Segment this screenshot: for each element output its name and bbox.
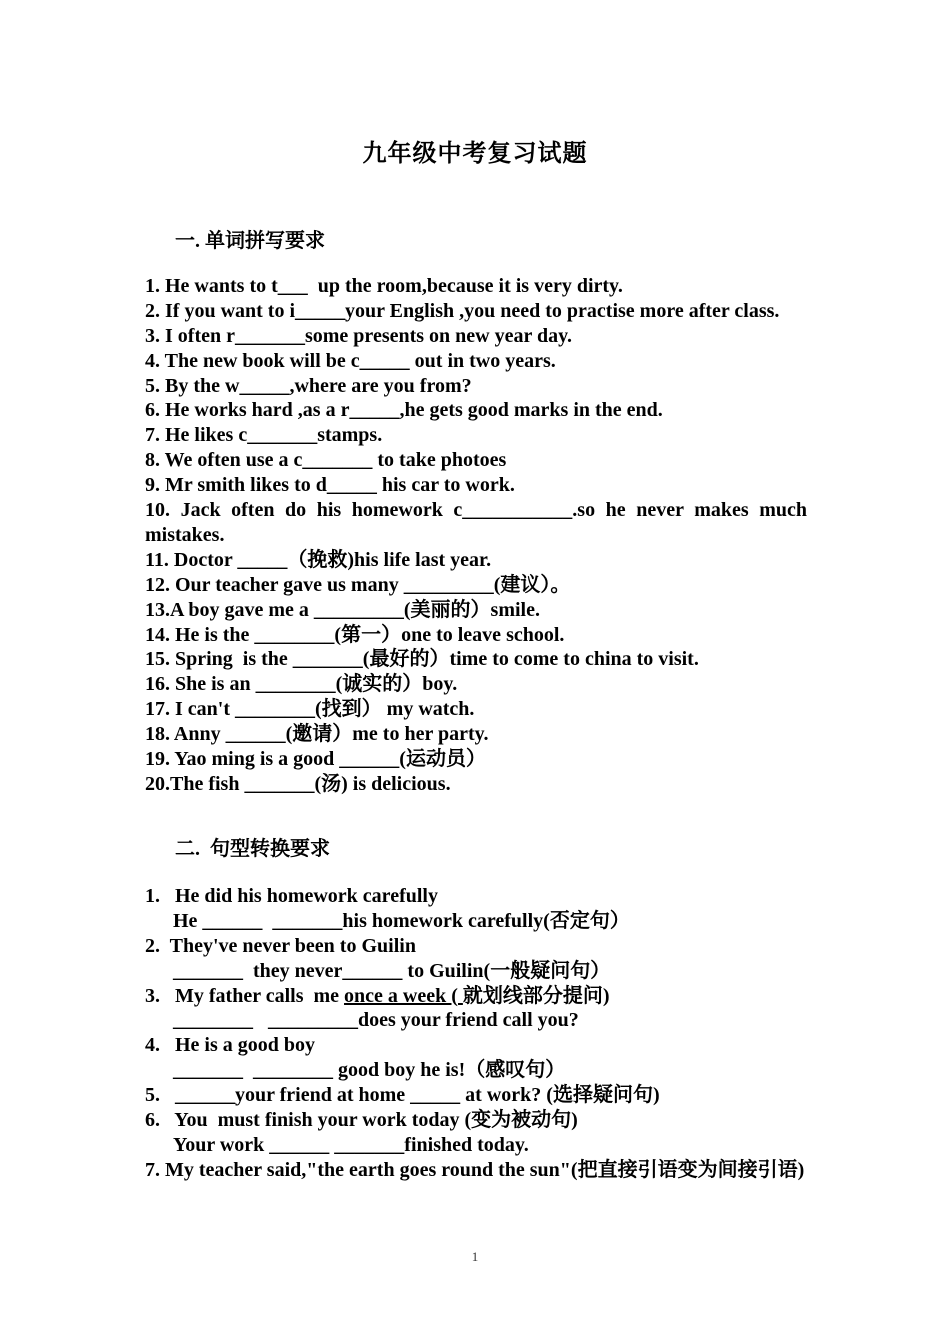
spelling-exercise-list bbox=[145, 274, 807, 797]
prompt-instruction: 就划线部分提问) bbox=[462, 984, 610, 1007]
question-answer-line: Your work ______ _______finished today. bbox=[173, 1133, 529, 1156]
question-answer-line: He ______ _______his homework carefully(否定句） bbox=[173, 909, 630, 932]
section-heading-sentence-transform: 二. 句型转换要求 bbox=[175, 838, 330, 860]
exercise-item: 12. Our teacher gave us many _________(建议）。 bbox=[145, 573, 571, 596]
exercise-item: 8. We often use a c_______ to take photoes bbox=[145, 449, 507, 472]
exercise-item: 13.A boy gave me a _________(美丽的）smile. bbox=[145, 598, 540, 621]
exercise-item: 17. I can't ________(找到） my watch. bbox=[145, 698, 475, 721]
exercise-item: 16. She is an ________(诚实的）boy. bbox=[145, 673, 458, 696]
exercise-item: 3. I often r_______some presents on new year day. bbox=[145, 324, 573, 347]
exercise-item: 7. He likes c_______stamps. bbox=[145, 424, 383, 447]
exercise-item: 1. He wants to t___ up the room,because it is very dirty. bbox=[145, 275, 623, 297]
exercise-item: 5. By the w_____,where are you from? bbox=[145, 374, 472, 397]
question-answer-line: _______ they never______ to Guilin(一般疑问句） bbox=[173, 959, 611, 982]
exercise-item: 19. Yao ming is a good ______(运动员） bbox=[145, 747, 486, 770]
exercise-item: 9. Mr smith likes to d_____ his car to work. bbox=[145, 474, 515, 497]
question-prompt: 1. He did his homework carefully bbox=[145, 885, 438, 907]
section-heading-spelling: 一. 单词拼写要求 bbox=[175, 230, 325, 252]
exercise-item: 4. The new book will be c_____ out in two years. bbox=[145, 349, 556, 372]
exercise-item: 20.The fish _______(汤) is delicious. bbox=[145, 772, 451, 795]
question-prompt bbox=[145, 984, 807, 1009]
exercise-item: 2. If you want to i_____your English ,you need to practise more after class. bbox=[145, 299, 780, 322]
exercise-item: 6. He works hard ,as a r_____,he gets good marks in the end. bbox=[145, 399, 663, 422]
exercise-item: 11. Doctor _____（挽救)his life last year. bbox=[145, 548, 492, 571]
exercise-item: 15. Spring is the _______(最好的）time to come to china to visit. bbox=[145, 648, 699, 671]
page-title: 九年级中考复习试题 bbox=[362, 141, 588, 167]
page-number: 1 bbox=[471, 1249, 479, 1264]
underlined-phrase: once a week ( bbox=[344, 984, 463, 1007]
question-prompt: 4. He is a good boy bbox=[145, 1034, 316, 1057]
exercise-item: 10. Jack often do his homework c___________.so he never makes much mistakes. bbox=[145, 499, 807, 546]
question-prompt: 2. They've never been to Guilin bbox=[145, 934, 416, 957]
question-prompt: 7. My teacher said,"the earth goes round the sun"(把直接引语变为间接引语) bbox=[145, 1158, 805, 1181]
sentence-transform-list bbox=[145, 884, 807, 1183]
question-prompt: 5. ______your friend at home _____ at work? (选择疑问句) bbox=[145, 1084, 660, 1107]
question-answer-line: _______ ________ good boy he is!（感叹句） bbox=[173, 1059, 566, 1082]
exercise-item: 18. Anny ______(邀请）me to her party. bbox=[145, 723, 489, 746]
prompt-text: 3. My father calls me bbox=[145, 984, 345, 1007]
exercise-item: 14. He is the ________(第一）one to leave school. bbox=[145, 623, 565, 646]
question-prompt: 6. You must finish your work today (变为被动句) bbox=[145, 1109, 578, 1132]
question-answer-line: ________ _________does your friend call you? bbox=[173, 1009, 579, 1032]
